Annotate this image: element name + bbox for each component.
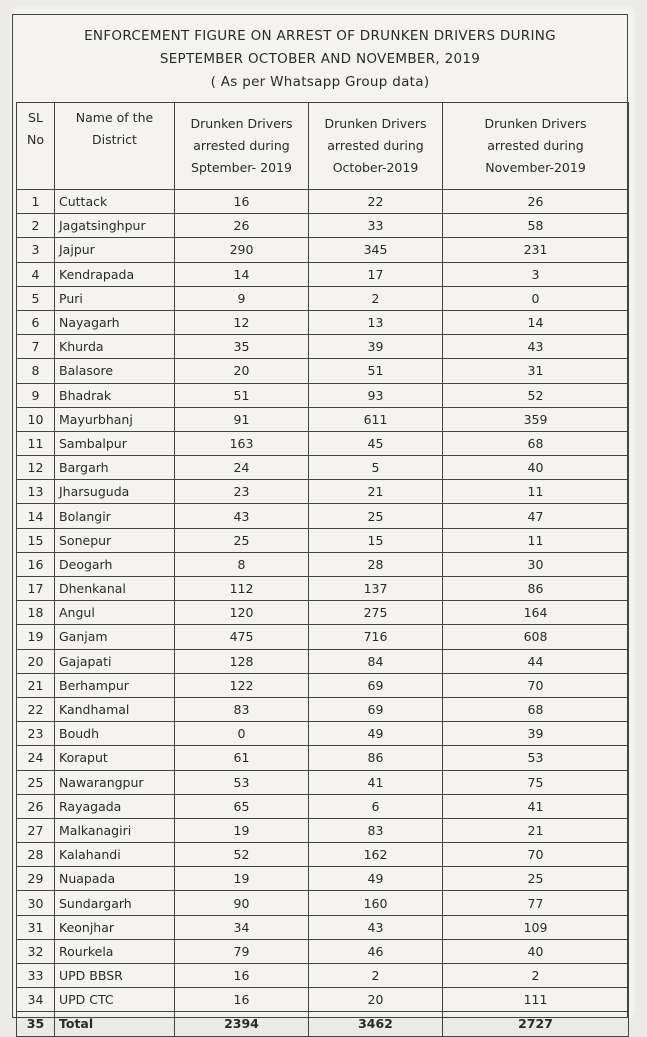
october-cell: 43 — [309, 915, 443, 939]
header-nov-line-1: Drunken Drivers — [484, 116, 587, 131]
sl-cell: 21 — [17, 673, 55, 697]
sl-cell: 24 — [17, 746, 55, 770]
november-cell: 44 — [443, 649, 629, 673]
november-cell: 109 — [443, 915, 629, 939]
october-cell: 51 — [309, 359, 443, 383]
district-cell: Kandhamal — [55, 697, 175, 721]
total-november: 2727 — [443, 1012, 629, 1036]
sl-cell: 12 — [17, 456, 55, 480]
november-cell: 26 — [443, 190, 629, 214]
total-october: 3462 — [309, 1012, 443, 1036]
header-sep-line-2: arrested during — [193, 138, 290, 153]
sl-cell: 1 — [17, 190, 55, 214]
table-row — [17, 335, 629, 359]
table-row — [17, 818, 629, 842]
header-nov-line-3: November-2019 — [485, 160, 586, 175]
sl-cell: 23 — [17, 722, 55, 746]
september-cell: 34 — [175, 915, 309, 939]
november-cell: 58 — [443, 214, 629, 238]
header-oct-line-2: arrested during — [327, 138, 424, 153]
november-cell: 11 — [443, 480, 629, 504]
table-header-row — [17, 103, 629, 190]
table-row — [17, 190, 629, 214]
district-cell: Dhenkanal — [55, 577, 175, 601]
header-oct-line-1: Drunken Drivers — [324, 116, 427, 131]
september-cell: 0 — [175, 722, 309, 746]
october-cell: 33 — [309, 214, 443, 238]
november-cell: 11 — [443, 528, 629, 552]
header-october — [309, 103, 443, 190]
sl-cell: 33 — [17, 964, 55, 988]
november-cell: 41 — [443, 794, 629, 818]
district-cell: Keonjhar — [55, 915, 175, 939]
table-row — [17, 383, 629, 407]
district-cell: Nawarangpur — [55, 770, 175, 794]
table-row — [17, 528, 629, 552]
header-oct-line-3: October-2019 — [332, 160, 419, 175]
november-cell: 53 — [443, 746, 629, 770]
september-cell: 90 — [175, 891, 309, 915]
header-district — [55, 103, 175, 190]
total-september: 2394 — [175, 1012, 309, 1036]
november-cell: 47 — [443, 504, 629, 528]
october-cell: 93 — [309, 383, 443, 407]
title-line-1: ENFORCEMENT FIGURE ON ARREST OF DRUNKEN DRIVERS DURING — [84, 28, 556, 44]
sl-cell: 17 — [17, 577, 55, 601]
sl-cell: 4 — [17, 262, 55, 286]
table-row — [17, 456, 629, 480]
district-cell: UPD BBSR — [55, 964, 175, 988]
district-cell: Jharsuguda — [55, 480, 175, 504]
table-row — [17, 746, 629, 770]
october-cell: 25 — [309, 504, 443, 528]
header-sl-line-2: No — [27, 132, 44, 147]
sl-cell: 28 — [17, 843, 55, 867]
sl-cell: 5 — [17, 286, 55, 310]
header-district-line-1: Name of the — [75, 110, 154, 125]
november-cell: 2 — [443, 964, 629, 988]
september-cell: 19 — [175, 867, 309, 891]
header-september — [175, 103, 309, 190]
document-sheet — [8, 6, 637, 1032]
district-cell: Bargarh — [55, 456, 175, 480]
september-cell: 79 — [175, 939, 309, 963]
table-row — [17, 697, 629, 721]
october-cell: 84 — [309, 649, 443, 673]
november-cell: 70 — [443, 673, 629, 697]
october-cell: 39 — [309, 335, 443, 359]
november-cell: 3 — [443, 262, 629, 286]
october-cell: 13 — [309, 310, 443, 334]
october-cell: 160 — [309, 891, 443, 915]
sl-cell: 10 — [17, 407, 55, 431]
november-cell: 608 — [443, 625, 629, 649]
october-cell: 21 — [309, 480, 443, 504]
sl-cell: 22 — [17, 697, 55, 721]
header-november — [443, 103, 629, 190]
september-cell: 16 — [175, 988, 309, 1012]
october-cell: 20 — [309, 988, 443, 1012]
november-cell: 359 — [443, 407, 629, 431]
district-cell: Gajapati — [55, 649, 175, 673]
october-cell: 162 — [309, 843, 443, 867]
october-cell: 28 — [309, 552, 443, 576]
october-cell: 69 — [309, 673, 443, 697]
district-cell: Mayurbhanj — [55, 407, 175, 431]
september-cell: 8 — [175, 552, 309, 576]
november-cell: 75 — [443, 770, 629, 794]
table-row — [17, 504, 629, 528]
november-cell: 0 — [443, 286, 629, 310]
table-row — [17, 310, 629, 334]
district-cell: Bolangir — [55, 504, 175, 528]
sl-cell: 26 — [17, 794, 55, 818]
sl-cell: 6 — [17, 310, 55, 334]
september-cell: 91 — [175, 407, 309, 431]
district-cell: Bhadrak — [55, 383, 175, 407]
district-cell: Kendrapada — [55, 262, 175, 286]
november-cell: 68 — [443, 697, 629, 721]
district-cell: Balasore — [55, 359, 175, 383]
october-cell: 345 — [309, 238, 443, 262]
table-row — [17, 625, 629, 649]
total-sl: 35 — [17, 1012, 55, 1036]
october-cell: 275 — [309, 601, 443, 625]
november-cell: 21 — [443, 818, 629, 842]
district-cell: Koraput — [55, 746, 175, 770]
district-cell: Boudh — [55, 722, 175, 746]
november-cell: 164 — [443, 601, 629, 625]
september-cell: 43 — [175, 504, 309, 528]
october-cell: 2 — [309, 964, 443, 988]
sl-cell: 34 — [17, 988, 55, 1012]
total-label: Total — [55, 1012, 175, 1036]
september-cell: 25 — [175, 528, 309, 552]
november-cell: 77 — [443, 891, 629, 915]
header-sep-line-3: Sptember- 2019 — [191, 160, 292, 175]
sl-cell: 27 — [17, 818, 55, 842]
september-cell: 83 — [175, 697, 309, 721]
november-cell: 40 — [443, 456, 629, 480]
district-cell: Sambalpur — [55, 431, 175, 455]
september-cell: 475 — [175, 625, 309, 649]
november-cell: 70 — [443, 843, 629, 867]
district-cell: Khurda — [55, 335, 175, 359]
table-row — [17, 480, 629, 504]
october-cell: 45 — [309, 431, 443, 455]
arrest-table — [16, 102, 629, 1037]
district-cell: Jagatsinghpur — [55, 214, 175, 238]
october-cell: 716 — [309, 625, 443, 649]
november-cell: 14 — [443, 310, 629, 334]
november-cell: 111 — [443, 988, 629, 1012]
sl-cell: 31 — [17, 915, 55, 939]
november-cell: 52 — [443, 383, 629, 407]
district-cell: Rayagada — [55, 794, 175, 818]
table-row — [17, 939, 629, 963]
september-cell: 122 — [175, 673, 309, 697]
october-cell: 611 — [309, 407, 443, 431]
district-cell: Cuttack — [55, 190, 175, 214]
sl-cell: 8 — [17, 359, 55, 383]
september-cell: 53 — [175, 770, 309, 794]
table-row — [17, 262, 629, 286]
district-cell: Angul — [55, 601, 175, 625]
september-cell: 52 — [175, 843, 309, 867]
september-cell: 163 — [175, 431, 309, 455]
table-row — [17, 891, 629, 915]
october-cell: 86 — [309, 746, 443, 770]
september-cell: 16 — [175, 964, 309, 988]
header-sl-no — [17, 103, 55, 190]
sl-cell: 2 — [17, 214, 55, 238]
september-cell: 12 — [175, 310, 309, 334]
september-cell: 61 — [175, 746, 309, 770]
table-row — [17, 407, 629, 431]
september-cell: 65 — [175, 794, 309, 818]
sl-cell: 20 — [17, 649, 55, 673]
november-cell: 39 — [443, 722, 629, 746]
table-row — [17, 722, 629, 746]
september-cell: 24 — [175, 456, 309, 480]
sl-cell: 7 — [17, 335, 55, 359]
header-district-line-2: District — [92, 132, 137, 147]
november-cell: 25 — [443, 867, 629, 891]
september-cell: 112 — [175, 577, 309, 601]
sl-cell: 25 — [17, 770, 55, 794]
september-cell: 35 — [175, 335, 309, 359]
district-cell: UPD CTC — [55, 988, 175, 1012]
table-row — [17, 673, 629, 697]
header-sl-line-1: SL — [28, 110, 43, 125]
october-cell: 15 — [309, 528, 443, 552]
table-row — [17, 431, 629, 455]
september-cell: 9 — [175, 286, 309, 310]
district-cell: Nuapada — [55, 867, 175, 891]
sl-cell: 18 — [17, 601, 55, 625]
title-line-2: SEPTEMBER OCTOBER AND NOVEMBER, 2019 — [159, 51, 481, 67]
september-cell: 20 — [175, 359, 309, 383]
table-row — [17, 964, 629, 988]
november-cell: 68 — [443, 431, 629, 455]
table-row — [17, 238, 629, 262]
sl-cell: 16 — [17, 552, 55, 576]
september-cell: 16 — [175, 190, 309, 214]
header-sep-line-1: Drunken Drivers — [190, 116, 293, 131]
sl-cell: 29 — [17, 867, 55, 891]
october-cell: 2 — [309, 286, 443, 310]
table-row — [17, 988, 629, 1012]
sl-cell: 3 — [17, 238, 55, 262]
october-cell: 22 — [309, 190, 443, 214]
table-row — [17, 552, 629, 576]
district-cell: Sundargarh — [55, 891, 175, 915]
title-line-3: ( As per Whatsapp Group data) — [210, 74, 430, 90]
september-cell: 290 — [175, 238, 309, 262]
district-cell: Berhampur — [55, 673, 175, 697]
november-cell: 86 — [443, 577, 629, 601]
table-row — [17, 601, 629, 625]
table-row — [17, 214, 629, 238]
november-cell: 31 — [443, 359, 629, 383]
october-cell: 46 — [309, 939, 443, 963]
november-cell: 40 — [443, 939, 629, 963]
october-cell: 49 — [309, 722, 443, 746]
sl-cell: 14 — [17, 504, 55, 528]
table-row — [17, 577, 629, 601]
sl-cell: 9 — [17, 383, 55, 407]
district-cell: Deogarh — [55, 552, 175, 576]
october-cell: 41 — [309, 770, 443, 794]
sl-cell: 15 — [17, 528, 55, 552]
october-cell: 6 — [309, 794, 443, 818]
table-row — [17, 915, 629, 939]
table-body — [17, 190, 629, 1037]
table-row — [17, 649, 629, 673]
october-cell: 69 — [309, 697, 443, 721]
november-cell: 30 — [443, 552, 629, 576]
sl-cell: 11 — [17, 431, 55, 455]
sl-cell: 32 — [17, 939, 55, 963]
district-cell: Jajpur — [55, 238, 175, 262]
october-cell: 83 — [309, 818, 443, 842]
table-row — [17, 359, 629, 383]
september-cell: 128 — [175, 649, 309, 673]
district-cell: Ganjam — [55, 625, 175, 649]
district-cell: Kalahandi — [55, 843, 175, 867]
district-cell: Nayagarh — [55, 310, 175, 334]
september-cell: 120 — [175, 601, 309, 625]
table-row — [17, 867, 629, 891]
october-cell: 17 — [309, 262, 443, 286]
district-cell: Puri — [55, 286, 175, 310]
table-row — [17, 286, 629, 310]
sl-cell: 13 — [17, 480, 55, 504]
october-cell: 49 — [309, 867, 443, 891]
sl-cell: 30 — [17, 891, 55, 915]
october-cell: 5 — [309, 456, 443, 480]
district-cell: Rourkela — [55, 939, 175, 963]
september-cell: 19 — [175, 818, 309, 842]
district-cell: Sonepur — [55, 528, 175, 552]
district-cell: Malkanagiri — [55, 818, 175, 842]
document-title — [13, 25, 627, 94]
september-cell: 26 — [175, 214, 309, 238]
september-cell: 23 — [175, 480, 309, 504]
table-row — [17, 794, 629, 818]
header-nov-line-2: arrested during — [487, 138, 584, 153]
september-cell: 51 — [175, 383, 309, 407]
november-cell: 231 — [443, 238, 629, 262]
november-cell: 43 — [443, 335, 629, 359]
table-row — [17, 843, 629, 867]
table-row — [17, 770, 629, 794]
september-cell: 14 — [175, 262, 309, 286]
october-cell: 137 — [309, 577, 443, 601]
sl-cell: 19 — [17, 625, 55, 649]
